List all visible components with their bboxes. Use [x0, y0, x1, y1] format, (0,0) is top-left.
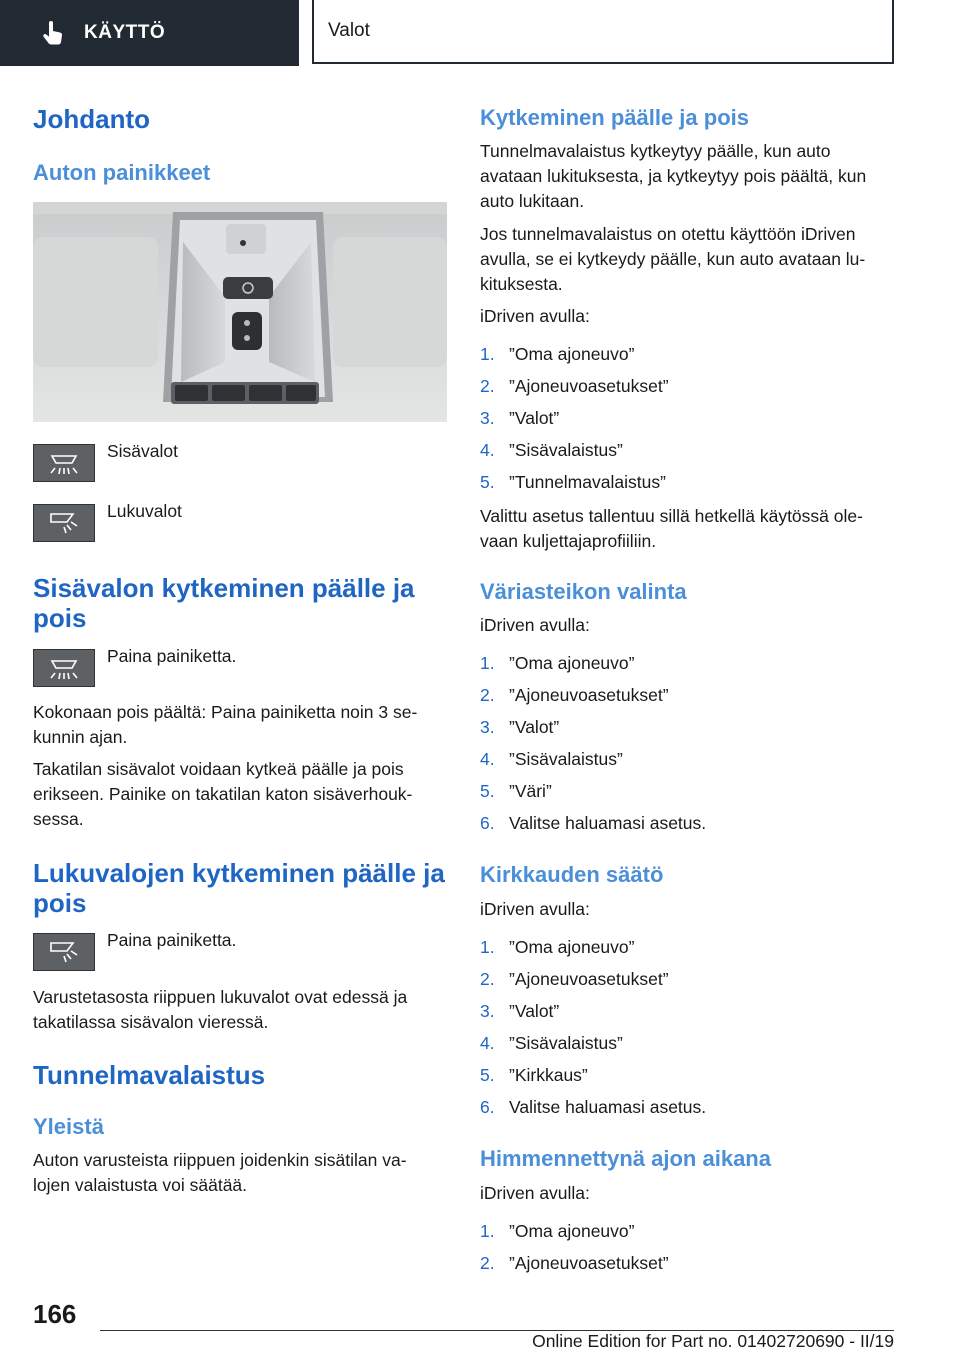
list-item: 5. ”Väri” [480, 781, 552, 801]
heading-johdanto: Johdanto [33, 104, 150, 134]
list-item: 3. ”Valot” [480, 717, 560, 737]
heading-himmennetty: Himmennettynä ajon aikana [480, 1146, 771, 1171]
list-item: 5. ”Kirkkaus” [480, 1065, 588, 1085]
section-label: KÄYTTÖ [84, 22, 166, 43]
list-item: 2. ”Ajoneuvoasetukset” [480, 969, 669, 989]
interior-light-icon [33, 444, 95, 482]
paragraph-line: lojen valaistusta voi säätää. [33, 1175, 248, 1195]
heading-sisavalo-line1: Sisävalon kytkeminen päälle ja [33, 573, 415, 603]
list-item: 4. ”Sisävalaistus” [480, 749, 623, 769]
lukuvalo-press-text: Paina painiketta. [107, 930, 237, 950]
paragraph-line: iDriven avulla: [480, 1183, 590, 1203]
label-lukuvalot: Lukuvalot [107, 501, 182, 521]
reading-light-icon [33, 504, 95, 542]
heading-tunnelmavalaistus: Tunnelmavalaistus [33, 1060, 266, 1090]
chapter-title: Valot [328, 20, 370, 41]
sisavalo-press-text: Paina painiketta. [107, 646, 237, 666]
list-item: 2. ”Ajoneuvoasetukset” [480, 376, 669, 396]
heading-kirkkaus: Kirkkauden säätö [480, 862, 664, 887]
paragraph-line: Auton varusteista riippuen joidenkin sisätilan va- [33, 1150, 407, 1170]
heading-sisavalo-line2: pois [33, 603, 87, 633]
list-item: 4. ”Sisävalaistus” [480, 440, 623, 460]
paragraph-line: Varustetasosta riippuen lukuvalot ovat edessä ja [33, 987, 408, 1007]
list-item: 1. ”Oma ajoneuvo” [480, 344, 635, 364]
page-header [0, 0, 960, 66]
list-item: 3. ”Valot” [480, 408, 560, 428]
paragraph-line: iDriven avulla: [480, 306, 590, 326]
paragraph-line: Jos tunnelmavalaistus on otettu käyttöön iDriven [480, 224, 856, 244]
list-item: 3. ”Valot” [480, 1001, 560, 1021]
heading-kytkeminen: Kytkeminen päälle ja pois [480, 105, 749, 130]
list-item: 6. Valitse haluamasi asetus. [480, 1097, 707, 1117]
label-sisavalot: Sisävalot [107, 441, 179, 461]
list-item: 1. ”Oma ajoneuvo” [480, 937, 635, 957]
heading-lukuvalo-line2: pois [33, 888, 87, 918]
ceiling-console-photo [33, 202, 447, 422]
page-number: 166 [33, 1299, 77, 1329]
section-tab [0, 0, 299, 66]
paragraph-line: kituksesta. [480, 274, 563, 294]
interior-light-icon [33, 649, 95, 687]
heading-auton-painikkeet: Auton painikkeet [33, 160, 211, 185]
paragraph-line: avataan lukituksesta, ja kytkeytyy pois päältä, kun [480, 166, 867, 186]
paragraph-line: kunnin ajan. [33, 727, 128, 747]
edition-text: Online Edition for Part no. 01402720690 - II/19 [532, 1331, 894, 1351]
paragraph-line: Tunnelmavalaistus kytkeytyy päälle, kun auto [480, 141, 831, 161]
paragraph-line: vaan kuljettajaprofiiliin. [480, 531, 657, 551]
list-item: 1. ”Oma ajoneuvo” [480, 653, 635, 673]
heading-vari: Väriasteikon valinta [480, 579, 687, 604]
heading-lukuvalo-line1: Lukuvalojen kytkeminen päälle ja [33, 858, 445, 888]
heading-yleista: Yleistä [33, 1114, 104, 1139]
paragraph-line: auto lukitaan. [480, 191, 585, 211]
list-item: 2. ”Ajoneuvoasetukset” [480, 1253, 669, 1273]
paragraph-line: Valittu asetus tallentuu sillä hetkellä käytössä ole- [480, 506, 863, 526]
paragraph-line: iDriven avulla: [480, 899, 590, 919]
list-item: 2. ”Ajoneuvoasetukset” [480, 685, 669, 705]
paragraph-line: Kokonaan pois päältä: Paina painiketta noin 3 se- [33, 702, 418, 722]
reading-light-icon [33, 933, 95, 971]
chapter-title-box [312, 0, 894, 64]
paragraph-line: erikseen. Painike on takatilan katon sisäverhouk- [33, 784, 413, 804]
list-item: 5. ”Tunnelmavalaistus” [480, 472, 666, 492]
hand-pointer-icon [40, 20, 66, 46]
paragraph-line: iDriven avulla: [480, 615, 590, 635]
paragraph-line: Takatilan sisävalot voidaan kytkeä päälle ja pois [33, 759, 404, 779]
list-item: 1. ”Oma ajoneuvo” [480, 1221, 635, 1241]
list-item: 4. ”Sisävalaistus” [480, 1033, 623, 1053]
paragraph-line: sessa. [33, 809, 84, 829]
list-item: 6. Valitse haluamasi asetus. [480, 813, 707, 833]
paragraph-line: avulla, se ei kytkeydy päälle, kun auto avataan lu- [480, 249, 866, 269]
paragraph-line: takatilassa sisävalon vieressä. [33, 1012, 269, 1032]
